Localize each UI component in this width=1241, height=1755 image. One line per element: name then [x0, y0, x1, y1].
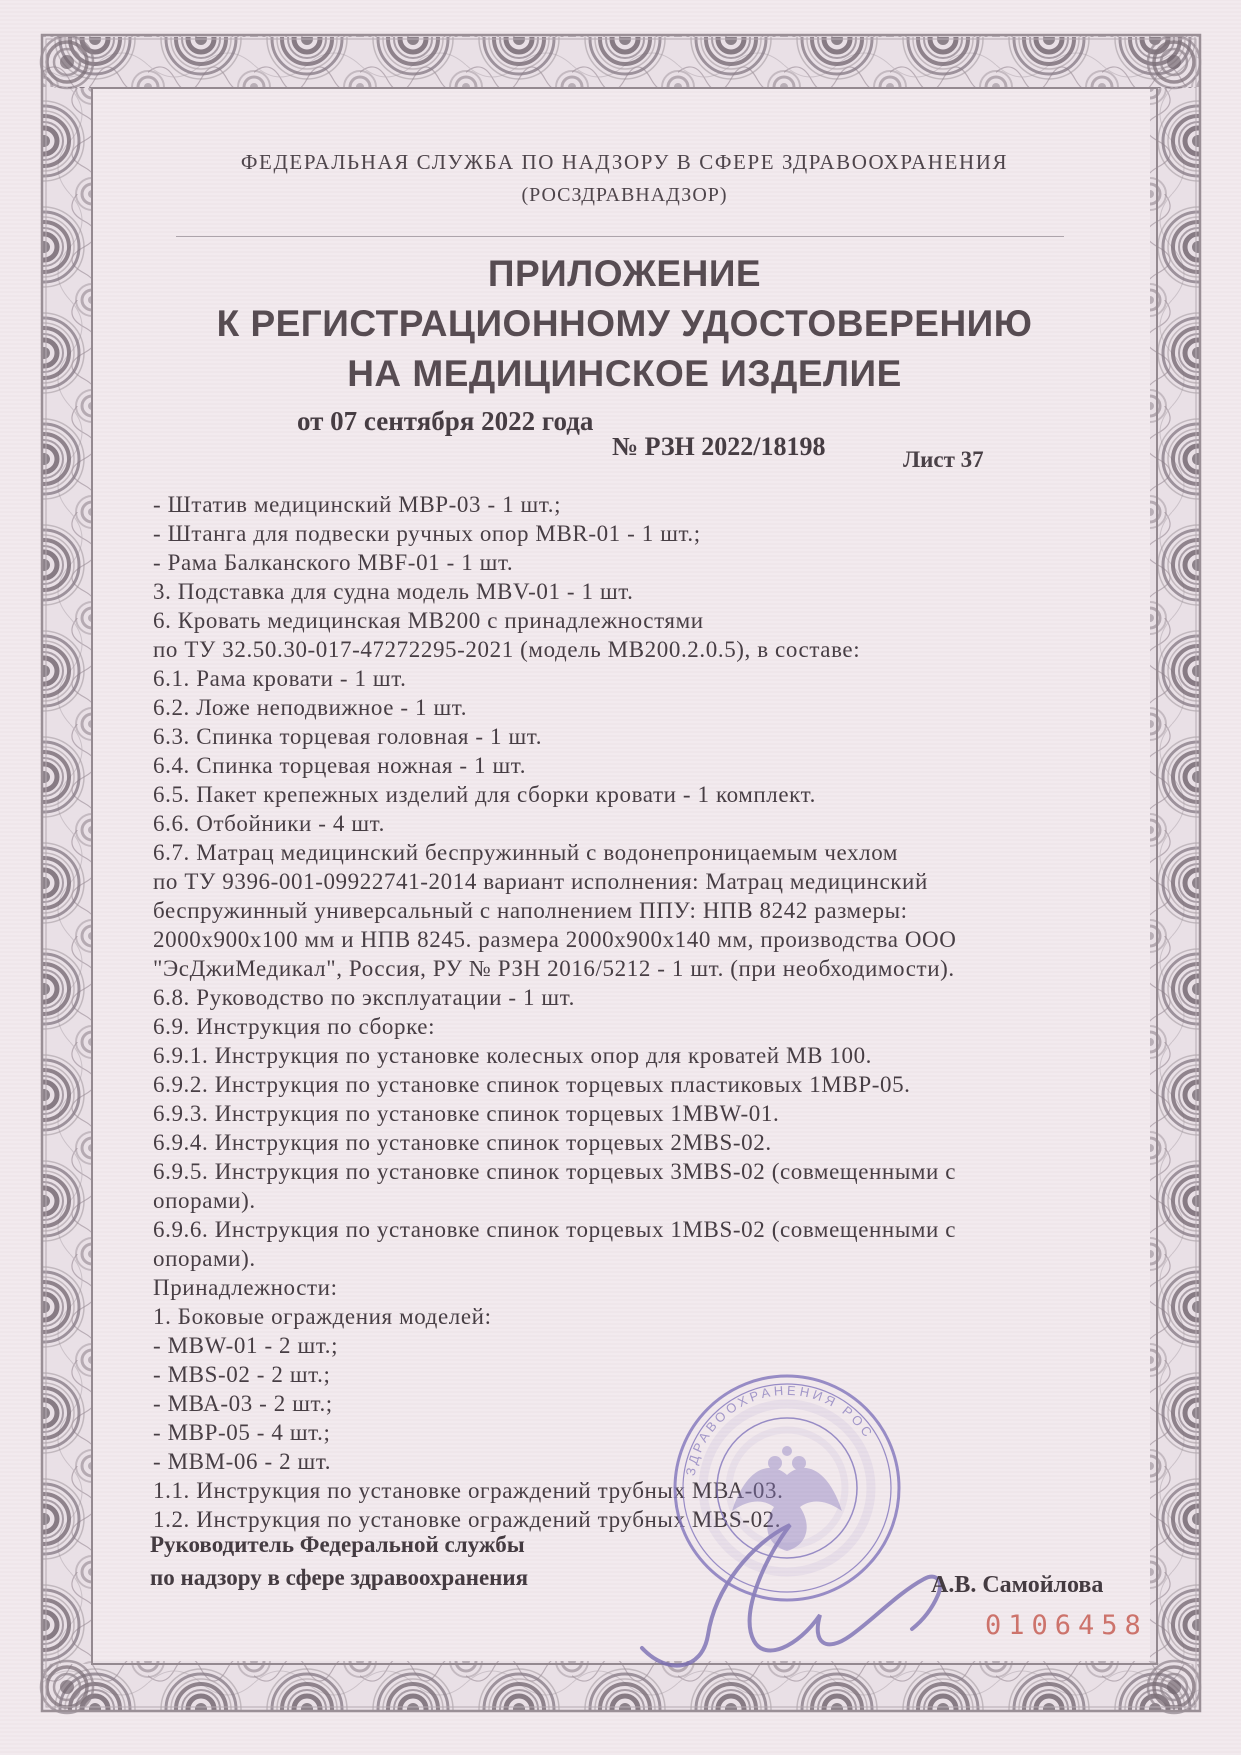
body-line: - MBW-01 - 2 шт.;	[153, 1333, 339, 1358]
registration-date: от 07 сентября 2022 года	[297, 406, 594, 436]
registration-number: № РЗН 2022/18198	[612, 432, 826, 461]
body-line: 2000х900х100 мм и НПВ 8245. размера 2000х900х140 мм, производства ООО	[153, 927, 957, 952]
body-line: 6.6. Отбойники - 4 шт.	[153, 811, 385, 836]
body-line: 6.7. Матрац медицинский беспружинный с водонепроницаемым чехлом	[153, 840, 899, 865]
body-line: опорами).	[153, 1188, 256, 1213]
body-line: - MBS-02 - 2 шт.;	[153, 1362, 331, 1387]
body-line: 6.9. Инструкция по сборке:	[153, 1014, 436, 1039]
body-line: 6.4. Спинка торцевая ножная - 1 шт.	[153, 753, 527, 778]
body-line: 6.9.4. Инструкция по установке спинок торцевых 2MBS-02.	[153, 1130, 772, 1155]
body-line: 6.1. Рама кровати - 1 шт.	[153, 666, 407, 691]
authority-name-line1: ФЕДЕРАЛЬНАЯ СЛУЖБА ПО НАДЗОРУ В СФЕРЕ ЗДРАВООХРАНЕНИЯ	[240, 150, 1009, 174]
signer-title-line1: Руководитель Федеральной службы	[150, 1532, 525, 1557]
body-line: - МВМ-06 - 2 шт.	[153, 1449, 332, 1474]
body-line: по ТУ 9396-001-09922741-2014 вариант исполнения: Матрац медицинский	[153, 869, 928, 894]
body-line: - Штатив медицинский МВР-03 - 1 шт.;	[153, 492, 562, 517]
form-serial-number: 0106458	[985, 1610, 1148, 1641]
body-line: - МВА-03 - 2 шт.;	[153, 1391, 333, 1416]
body-line: 6.9.6. Инструкция по установке спинок торцевых 1MBS-02 (совмещенными с	[153, 1217, 957, 1242]
body-line: 6.9.1. Инструкция по установке колесных опор для кроватей МВ 100.	[153, 1043, 873, 1068]
body-line: 6.9.2. Инструкция по установке спинок торцевых пластиковых 1МВР-05.	[153, 1072, 911, 1097]
document-title-line1: ПРИЛОЖЕНИЕ	[487, 253, 762, 294]
body-line: 6.8. Руководство по эксплуатации - 1 шт.	[153, 985, 575, 1010]
body-line: 1.1. Инструкция по установке ограждений трубных МВА-03.	[153, 1478, 784, 1503]
body-line: 1.2. Инструкция по установке ограждений трубных MBS-02.	[153, 1507, 782, 1532]
document-title-line2: К РЕГИСТРАЦИОННОМУ УДОСТОВЕРЕНИЮ	[216, 303, 1033, 344]
body-line: - Штанга для подвески ручных опор MBR-01 - 1 шт.;	[153, 521, 701, 546]
body-line: - Рама Балканского MBF-01 - 1 шт.	[153, 550, 514, 575]
body-line: 1. Боковые ограждения моделей:	[153, 1304, 492, 1329]
body-line: "ЭсДжиМедикал", Россия, РУ № РЗН 2016/5212 - 1 шт. (при необходимости).	[153, 956, 955, 981]
header-divider	[176, 236, 1064, 237]
document-title-line3: НА МЕДИЦИНСКОЕ ИЗДЕЛИЕ	[347, 353, 902, 394]
body-line: 6.9.3. Инструкция по установке спинок торцевых 1MBW-01.	[153, 1101, 780, 1126]
body-text	[153, 490, 1113, 1534]
body-line: по ТУ 32.50.30-017-47272295-2021 (модель МВ200.2.0.5), в составе:	[153, 637, 861, 662]
body-line: 6.2. Ложе неподвижное - 1 шт.	[153, 695, 468, 720]
body-line: 6.3. Спинка торцевая головная - 1 шт.	[153, 724, 543, 749]
body-line: 6.5. Пакет крепежных изделий для сборки кровати - 1 комплект.	[153, 782, 816, 807]
stamp-arc-text: ЗДРАВООХРАНЕНИЯ РОС	[682, 1382, 878, 1477]
authority-name-line2: (РОСЗДРАВНАДЗОР)	[521, 184, 728, 206]
body-line: 6.9.5. Инструкция по установке спинок торцевых 3MBS-02 (совмещенными с	[153, 1159, 957, 1184]
body-line: - МВР-05 - 4 шт.;	[153, 1420, 331, 1445]
signer-name: А.В. Самойлова	[931, 1572, 1104, 1598]
body-line: 6. Кровать медицинская МВ200 с принадлежностями	[153, 608, 704, 633]
sheet-number: Лист 37	[903, 447, 984, 472]
body-line: 3. Подставка для судна модель MBV-01 - 1 шт.	[153, 579, 634, 604]
signer-title-line2: по надзору в сфере здравоохранения	[150, 1565, 529, 1590]
body-line: беспружинный универсальный с наполнением ППУ: НПВ 8242 размеры:	[153, 898, 908, 923]
body-line: опорами).	[153, 1246, 256, 1271]
body-line: Принадлежности:	[153, 1275, 338, 1300]
signature-stroke	[642, 1525, 940, 1666]
